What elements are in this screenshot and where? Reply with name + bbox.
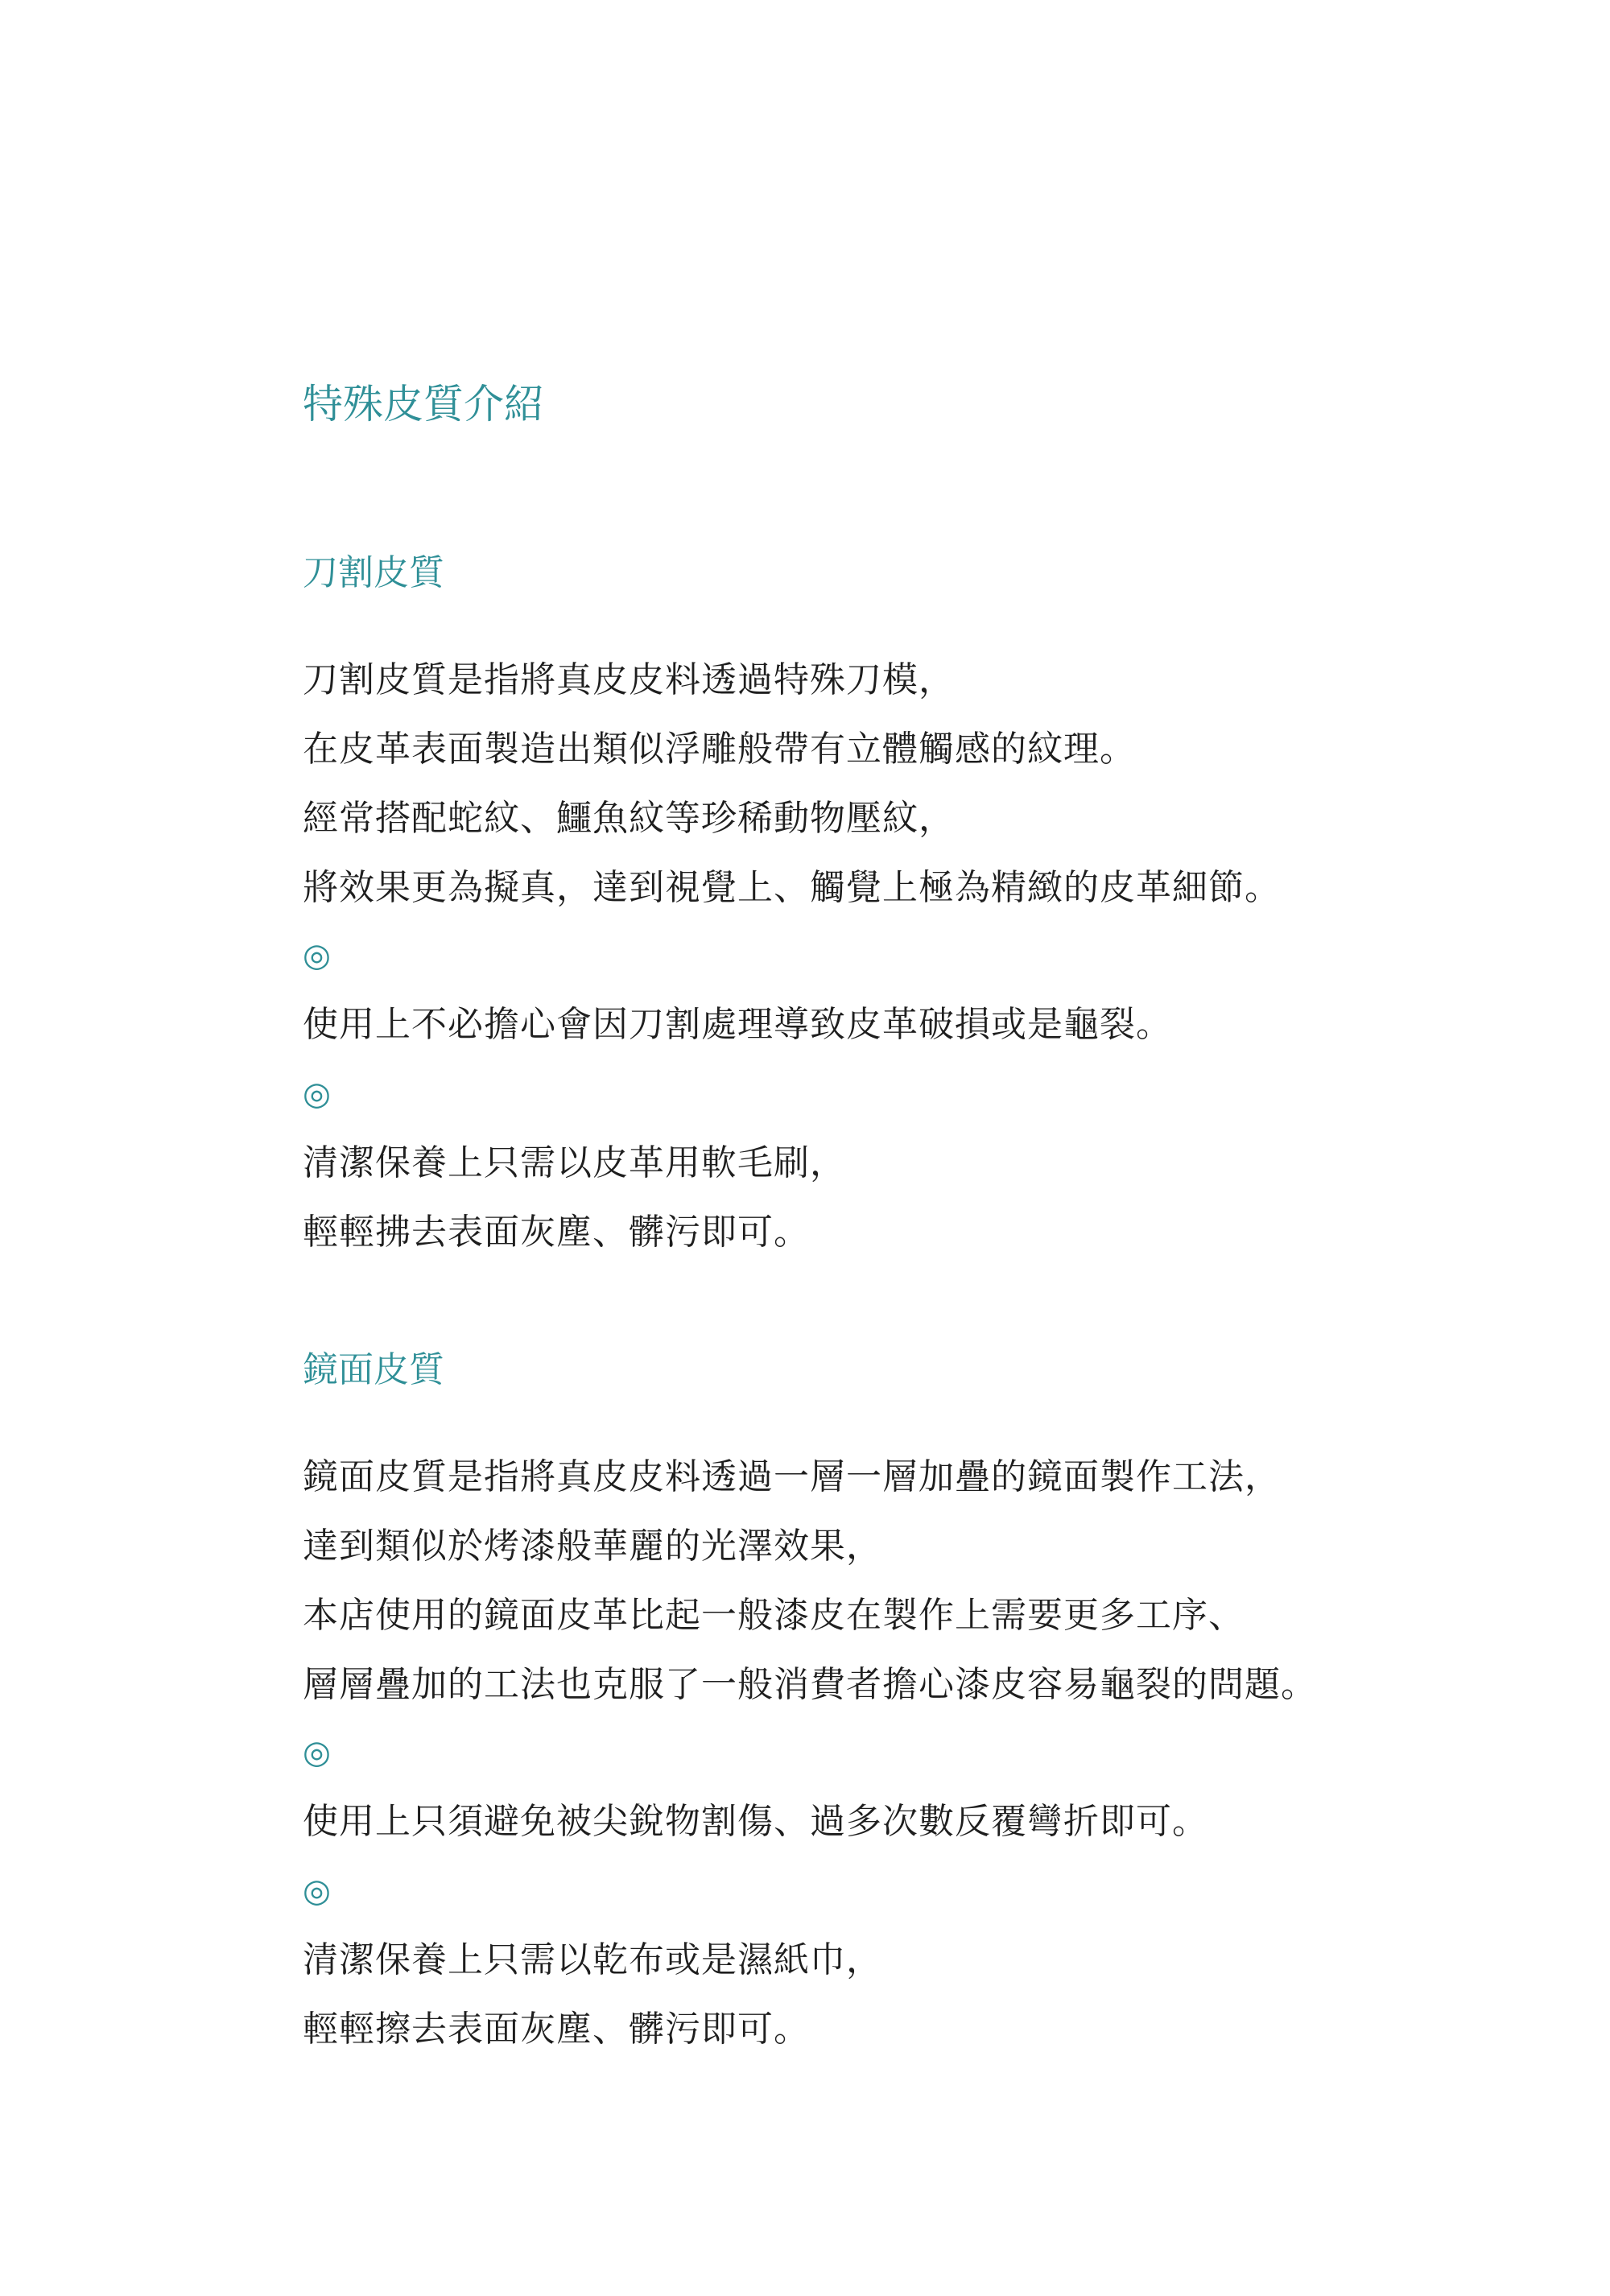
care-line: 清潔保養上只需以乾布或是濕紙巾，: [303, 1939, 882, 1980]
care-line: 輕輕拂去表面灰塵、髒污即可。: [303, 1212, 810, 1253]
care-line: 清潔保養上只需以皮革用軟毛刷，: [303, 1142, 846, 1183]
paragraph-line: 在皮革表面製造出類似浮雕般帶有立體觸感的紋理。: [303, 729, 1136, 770]
bullseye-icon: ◎: [303, 937, 331, 974]
section-heading-mirror: 鏡面皮質: [303, 1349, 444, 1390]
bullseye-icon: ◎: [303, 1873, 331, 1910]
paragraph-line: 鏡面皮質是指將真皮皮料透過一層一層加疊的鏡面製作工法，: [303, 1456, 1281, 1497]
paragraph-line: 達到類似於烤漆般華麗的光澤效果，: [303, 1526, 882, 1567]
paragraph-line: 經常搭配蛇紋、鱷魚紋等珍稀動物壓紋，: [303, 798, 955, 839]
usage-note: 使用上只須避免被尖銳物割傷、過多次數反覆彎折即可。: [303, 1801, 1208, 1842]
paragraph-line: 刀割皮質是指將真皮皮料透過特殊刀模，: [303, 659, 955, 700]
bullseye-icon: ◎: [303, 1734, 331, 1771]
usage-note: 使用上不必擔心會因刀割處理導致皮革破損或是龜裂。: [303, 1004, 1172, 1045]
care-line: 輕輕擦去表面灰塵、髒污即可。: [303, 2009, 810, 2050]
section-heading-knife-cut: 刀割皮質: [303, 552, 444, 593]
paragraph-line: 層層疊加的工法也克服了一般消費者擔心漆皮容易龜裂的問題。: [303, 1664, 1317, 1705]
paragraph-line: 本店使用的鏡面皮革比起一般漆皮在製作上需要更多工序、: [303, 1595, 1245, 1636]
bullseye-icon: ◎: [303, 1076, 331, 1113]
page-title: 特殊皮質介紹: [303, 381, 544, 427]
paragraph-line: 將效果更為擬真，達到視覺上、觸覺上極為精緻的皮革細節。: [303, 867, 1281, 908]
